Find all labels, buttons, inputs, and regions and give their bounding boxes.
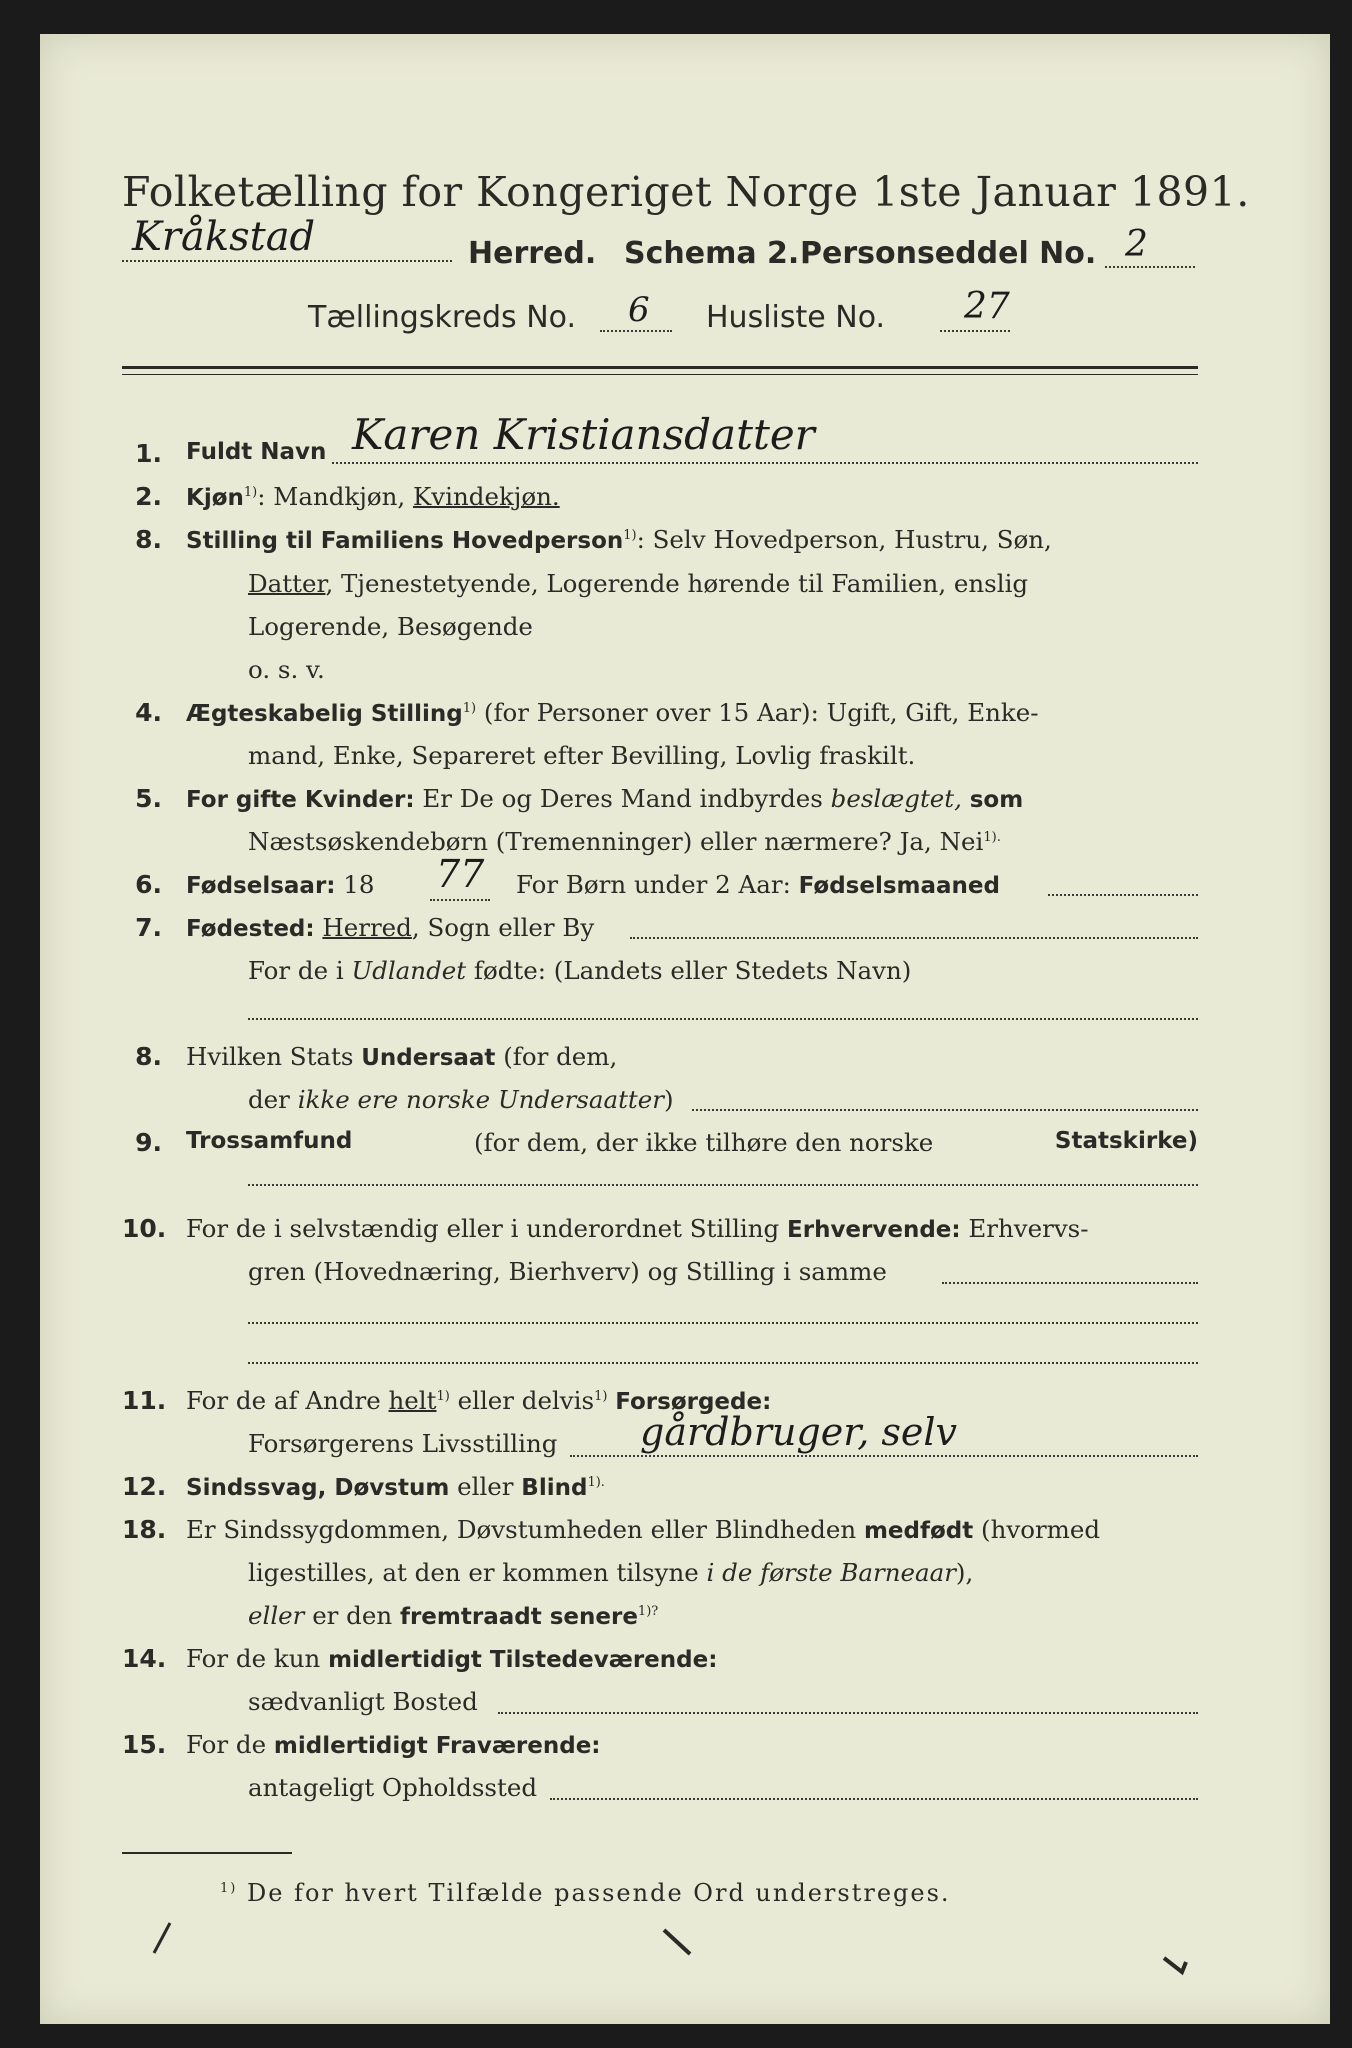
herred-dotted-line	[122, 260, 452, 262]
q14-dotted-line	[498, 1712, 1198, 1714]
footnote-text: De for hvert Tilfælde passende Ord understreges.	[246, 1879, 951, 1907]
herred-label: Herred.	[468, 236, 597, 271]
q8-line1a: Hvilken Stats	[186, 1042, 354, 1071]
personseddel-number: 2	[1125, 224, 1148, 265]
q3-line2	[248, 569, 1028, 598]
q13-footnote-mark: 1)?	[637, 1603, 659, 1619]
q11-line2: Forsørgerens Livsstilling	[248, 1429, 558, 1458]
q2-text: : Mandkjøn,	[257, 482, 406, 511]
q4-line2: mand, Enke, Separeret efter Bevilling, Lovlig fraskilt.	[248, 741, 916, 770]
q11-line1a: For de af Andre	[186, 1386, 381, 1415]
q14-line2: sædvanligt Bosted	[248, 1687, 478, 1716]
q11-line1b: eller delvis	[457, 1386, 595, 1415]
q4-label: Ægteskabelig Stilling	[186, 701, 463, 727]
q3-line3: Logerende, Besøgende	[248, 612, 533, 641]
husliste-dotted-line	[940, 330, 1010, 332]
q7-number: 7.	[135, 913, 162, 942]
q8-line2b: ikke ere norske Undersaatter	[297, 1085, 664, 1114]
q10-dotted-line-1	[942, 1282, 1198, 1284]
schema-label: Schema 2.	[624, 236, 800, 271]
q1-label: Fuldt Navn	[186, 439, 327, 465]
q11-dotted-line	[570, 1455, 1198, 1457]
q8-line2c: )	[663, 1085, 674, 1114]
q8-line1	[186, 1042, 617, 1071]
q6-text: For Børn under 2 Aar:	[516, 870, 791, 899]
q6-number: 6.	[135, 870, 162, 899]
q15-line1	[186, 1730, 601, 1759]
q2-label: Kjøn	[186, 485, 244, 511]
taellingskreds-dotted-line	[600, 330, 672, 332]
q7-line1	[186, 913, 594, 942]
q9-line1	[186, 1128, 1198, 1157]
q3-line1	[186, 525, 1052, 554]
q12-label: Sindssvag, Døvstum	[186, 1475, 450, 1501]
q12-bold2: Blind	[521, 1475, 588, 1501]
q10-dotted-line-2	[248, 1322, 1198, 1324]
q11-number: 11.	[122, 1386, 167, 1415]
q9-dotted-line	[248, 1184, 1198, 1186]
q5-line1c: som	[969, 787, 1024, 813]
q4-number: 4.	[135, 698, 162, 727]
taellingskreds-label: Tællingskreds No.	[308, 300, 576, 335]
q5-line1	[186, 784, 1023, 813]
q3-line1-text: : Selv Hovedperson, Hustru, Søn,	[636, 525, 1052, 554]
husliste-label: Husliste No.	[706, 300, 886, 335]
q5-line1a: Er De og Deres Mand indbyrdes	[422, 784, 823, 813]
q13-line2: ligestilles, at den er kommen tilsyne i de første Barneaar),	[248, 1558, 974, 1587]
census-form-sheet	[40, 34, 1330, 2024]
q6-year-dotted-line	[430, 899, 490, 901]
q7-text: , Sogn eller By	[411, 913, 595, 942]
q5-line2	[248, 827, 1001, 856]
pen-mark	[1160, 1954, 1190, 1978]
q8-line2a: der	[248, 1085, 290, 1114]
q14-number: 14.	[122, 1644, 167, 1673]
q2-footnote-mark: 1)	[243, 484, 258, 500]
q3-footnote-mark: 1)	[623, 527, 637, 543]
header-rule-top	[122, 366, 1198, 369]
q12-line	[186, 1472, 605, 1501]
q5-number: 5.	[135, 784, 162, 813]
q2-selected-option: Kvindekjøn.	[413, 482, 560, 511]
q13-line1a: Er Sindssygdommen, Døvstumheden eller Blindheden	[186, 1515, 857, 1544]
personseddel-label: Personseddel No.	[800, 236, 1097, 271]
q1-dotted-line	[332, 462, 1198, 464]
q11-answer: gårdbruger, selv	[640, 1410, 958, 1454]
q2-row	[186, 482, 560, 511]
q10-line1	[186, 1214, 1089, 1243]
husliste-number: 27	[964, 286, 1010, 327]
q15-line2: antageligt Opholdssted	[248, 1773, 537, 1802]
q6-line-rest	[516, 870, 1000, 899]
q15-number: 15.	[122, 1730, 167, 1759]
q10-dotted-line-3	[248, 1362, 1198, 1364]
q14-line1b: midlertidigt Tilstedeværende:	[328, 1647, 718, 1673]
q12-text: eller	[457, 1472, 514, 1501]
q9-number: 9.	[135, 1128, 162, 1157]
q11-selected-option: helt	[388, 1386, 437, 1415]
q7-line2	[248, 956, 911, 985]
q5-footnote-mark: 1).	[983, 829, 1001, 845]
q11-line1c: Forsørgede:	[615, 1389, 772, 1415]
q3-number: 8.	[135, 525, 162, 554]
q4-line1	[186, 698, 1038, 727]
q13-line2b: i de første Barneaar	[706, 1558, 956, 1587]
taellingskreds-number: 6	[628, 290, 650, 330]
q13-number: 18.	[122, 1515, 167, 1544]
header-rule-bottom	[122, 374, 1198, 375]
q5-label: For gifte Kvinder:	[186, 787, 415, 813]
q10-line1a: For de i selvstændig eller i underordnet Stilling	[186, 1214, 780, 1243]
q14-line1	[186, 1644, 717, 1673]
q6-bold2: Fødselsmaaned	[798, 873, 1000, 899]
q7-dotted-line-1	[630, 937, 1198, 939]
herred-name: Kråkstad	[132, 214, 316, 260]
q7-dotted-line-2	[248, 1018, 1198, 1020]
q9-text: (for dem, der ikke tilhøre den norske	[473, 1128, 934, 1157]
q11-footnote-mark-1: 1)	[436, 1388, 450, 1404]
q13-line3	[248, 1601, 658, 1630]
footnote	[220, 1879, 951, 1907]
q6-month-dotted-line	[1048, 894, 1198, 896]
q13-line1b: medfødt	[863, 1518, 974, 1544]
footnote-rule	[122, 1852, 292, 1854]
q13-line3a: eller	[248, 1601, 305, 1630]
q1-answer: Karen Kristiansdatter	[352, 410, 815, 459]
q6-label: Fødselsaar:	[186, 873, 336, 899]
q7-label: Fødested:	[186, 916, 315, 942]
q6-line	[186, 870, 374, 899]
q6-answer: 77	[436, 852, 485, 896]
q10-line1c: Erhvervs-	[968, 1214, 1089, 1243]
q12-footnote-mark: 1).	[587, 1474, 605, 1490]
q2-number: 2.	[135, 482, 162, 511]
q14-line1a: For de kun	[186, 1644, 321, 1673]
pen-mark	[660, 1924, 700, 1964]
q15-line1b: midlertidigt Fraværende:	[273, 1733, 601, 1759]
q13-line1c: (hvormed	[981, 1515, 1101, 1544]
q8-line1c: (for dem,	[503, 1042, 618, 1071]
q13-line3c: fremtraadt senere	[399, 1604, 638, 1630]
q8-line2	[248, 1085, 674, 1114]
q3-line2-text: , Tjenestetyende, Logerende hørende til Familien, enslig	[325, 569, 1029, 598]
q10-line2: gren (Hovednæring, Bierhverv) og Stilling i samme	[248, 1257, 887, 1286]
q4-line1-text: (for Personer over 15 Aar): Ugift, Gift, Enke-	[483, 698, 1039, 727]
q12-number: 12.	[122, 1472, 167, 1501]
q11-footnote-mark-2: 1)	[594, 1388, 608, 1404]
q4-footnote-mark: 1)	[462, 700, 477, 716]
q13-line3b: er den	[312, 1601, 393, 1630]
q7-line2a: For de i	[248, 956, 344, 985]
pen-mark	[148, 1919, 178, 1959]
footnote-mark: 1)	[220, 1881, 238, 1896]
q9-label: Trossamfund	[186, 1128, 353, 1154]
q3-line4: o. s. v.	[248, 655, 325, 684]
q7-selected-option: Herred	[322, 913, 412, 942]
q5-line2-text: Næstsøskendebørn (Tremenninger) eller nærmere? Ja, Nei	[248, 827, 984, 856]
q8-number: 8.	[135, 1042, 162, 1071]
q8-line1b: Undersaat	[361, 1045, 496, 1071]
q5-line1b: beslægtet,	[830, 784, 962, 813]
personseddel-dotted-line	[1105, 266, 1195, 268]
q3-label: Stilling til Familiens Hovedperson	[186, 528, 624, 554]
q13-line1	[186, 1515, 1100, 1544]
q15-dotted-line	[550, 1798, 1198, 1800]
q1-number: 1.	[135, 439, 162, 468]
q7-line2b: Udlandet	[351, 956, 467, 985]
q15-line1a: For de	[186, 1730, 267, 1759]
q3-selected-option: Datter	[248, 569, 326, 598]
q6-prefix: 18	[343, 870, 375, 899]
form-title: Folketælling for Kongeriget Norge 1ste Januar 1891.	[122, 168, 1250, 216]
q8-dotted-line	[692, 1109, 1198, 1111]
q13-line2a: ligestilles, at den er kommen tilsyne	[248, 1558, 699, 1587]
q9-bold2: Statskirke)	[1054, 1128, 1198, 1154]
q7-line2c: fødte: (Landets eller Stedets Navn)	[473, 956, 912, 985]
q10-number: 10.	[122, 1214, 167, 1243]
q10-line1b: Erhvervende:	[787, 1217, 961, 1243]
